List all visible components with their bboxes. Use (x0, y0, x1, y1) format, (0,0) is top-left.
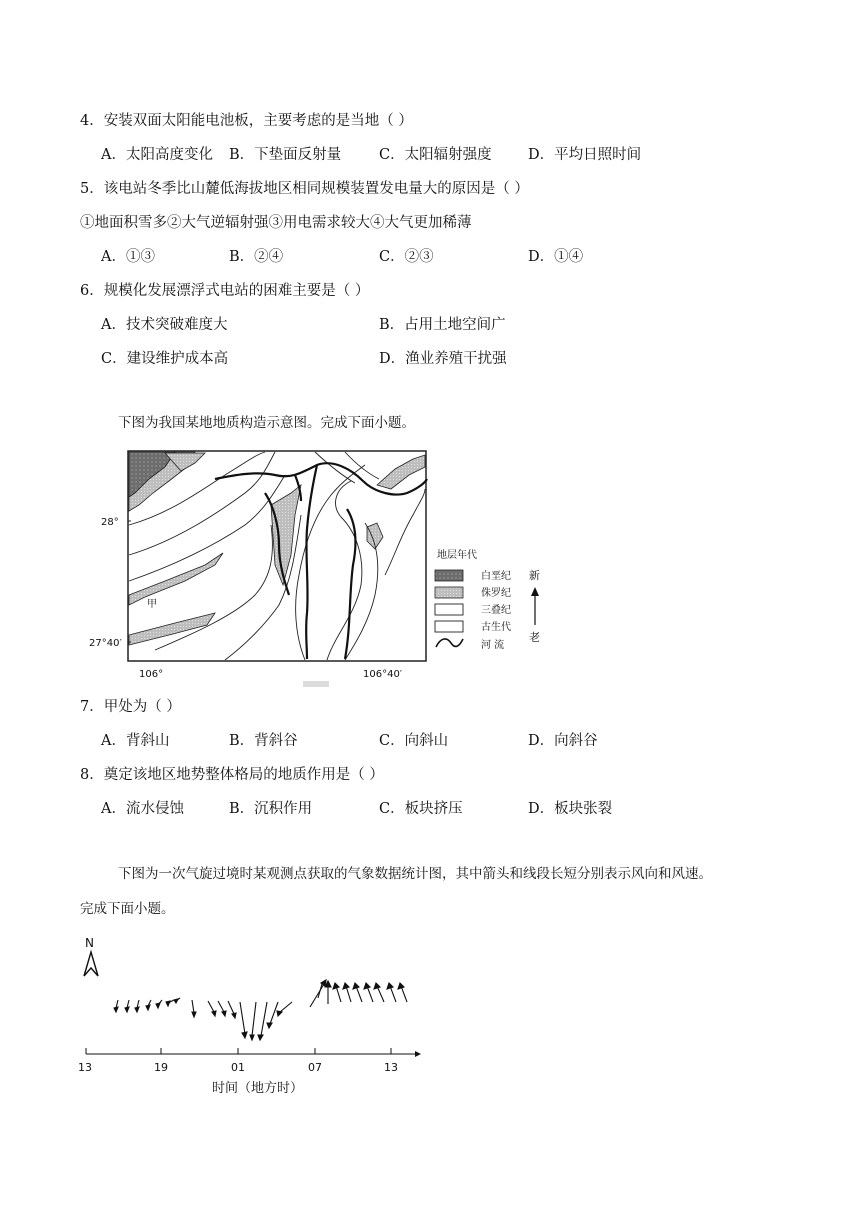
lat-28-label: 28° (101, 517, 119, 528)
q5-option-d[interactable]: D．①④ (528, 249, 584, 265)
q7-option-a[interactable]: A．背斜山 (101, 733, 170, 749)
tick-label-01: 01 (231, 1061, 245, 1074)
tick-label-19: 19 (154, 1061, 168, 1074)
q6-stem: 6．规模化发展漂浮式电站的困难主要是（ ） (80, 283, 370, 299)
q4-option-c[interactable]: C．太阳辐射强度 (379, 147, 492, 163)
legend-triassic: 三叠纪 (481, 605, 511, 616)
q6-option-b[interactable]: B．占用土地空间广 (379, 317, 506, 333)
q5-stem: 5．该电站冬季比山麓低海拔地区相同规模装置发电量大的原因是（ ） (80, 181, 529, 197)
q6-option-d[interactable]: D．渔业养殖干扰强 (379, 351, 507, 367)
q8-option-a[interactable]: A．流水侵蚀 (101, 801, 184, 817)
tick-label-07: 07 (308, 1061, 322, 1074)
q4-option-a[interactable]: A．太阳高度变化 (101, 147, 213, 163)
north-label: N (85, 936, 94, 950)
arrow-old-label: 老 (529, 631, 540, 644)
q6-option-c[interactable]: C．建设维护成本高 (101, 351, 229, 367)
q6-option-a[interactable]: A．技术突破难度大 (101, 317, 228, 333)
legend-paleozoic: 古生代 (481, 622, 511, 633)
q4-stem: 4．安装双面太阳能电池板，主要考虑的是当地（ ） (80, 113, 413, 129)
q5-option-c[interactable]: C．②③ (379, 249, 434, 265)
axis-ticks (86, 1048, 391, 1054)
q4-option-b[interactable]: B．下垫面反射量 (229, 147, 342, 163)
arrow-new-label: 新 (529, 569, 540, 582)
geology-map (89, 445, 555, 690)
legend-jurassic: 侏罗纪 (481, 588, 511, 599)
wind-intro-line-2: 完成下面小题。 (80, 901, 175, 917)
x-axis-label: 时间（地方时） (212, 1081, 304, 1096)
q8-option-b[interactable]: B．沉积作用 (229, 801, 313, 817)
q5-option-a[interactable]: A．①③ (101, 249, 155, 265)
wind-intro-line-1: 下图为一次气旋过境时某观测点获取的气象数据统计图，其中箭头和线段长短分别表示风向和风速。 (118, 866, 712, 882)
legend-river: 河 流 (481, 640, 505, 651)
q5-option-b[interactable]: B．②④ (229, 249, 284, 265)
q8-option-d[interactable]: D．板块张裂 (528, 801, 613, 817)
wind-chart (70, 932, 430, 1102)
map-legend (435, 548, 540, 651)
geo-intro: 下图为我国某地地质构造示意图。完成下面小题。 (118, 415, 415, 431)
lat-2740-label: 27°40′ (89, 638, 122, 649)
wind-arrows (114, 980, 407, 1040)
q7-stem: 7．甲处为（ ） (80, 699, 181, 715)
legend-cretaceous: 白垩纪 (481, 571, 511, 582)
tick-label-13-start: 13 (78, 1061, 92, 1074)
lon-106-label: 106° (139, 669, 164, 680)
q7-option-b[interactable]: B．背斜谷 (229, 733, 298, 749)
legend-title: 地层年代 (437, 550, 477, 561)
q7-option-d[interactable]: D．向斜谷 (528, 733, 598, 749)
label-jia: 甲 (147, 599, 157, 610)
q8-option-c[interactable]: C．板块挤压 (379, 801, 463, 817)
q8-stem: 8．奠定该地区地势整体格局的地质作用是（ ） (80, 767, 384, 783)
q4-option-d[interactable]: D．平均日照时间 (528, 147, 642, 163)
q5-statements: ①地面积雪多②大气逆辐射强③用电需求较大④大气更加稀薄 (80, 215, 472, 231)
q7-option-c[interactable]: C．向斜山 (379, 733, 449, 749)
north-arrow-icon (84, 952, 98, 976)
tick-label-13-end: 13 (384, 1061, 398, 1074)
axis-arrow-icon (415, 1051, 421, 1057)
lon-10640-label: 106°40′ (363, 669, 403, 680)
